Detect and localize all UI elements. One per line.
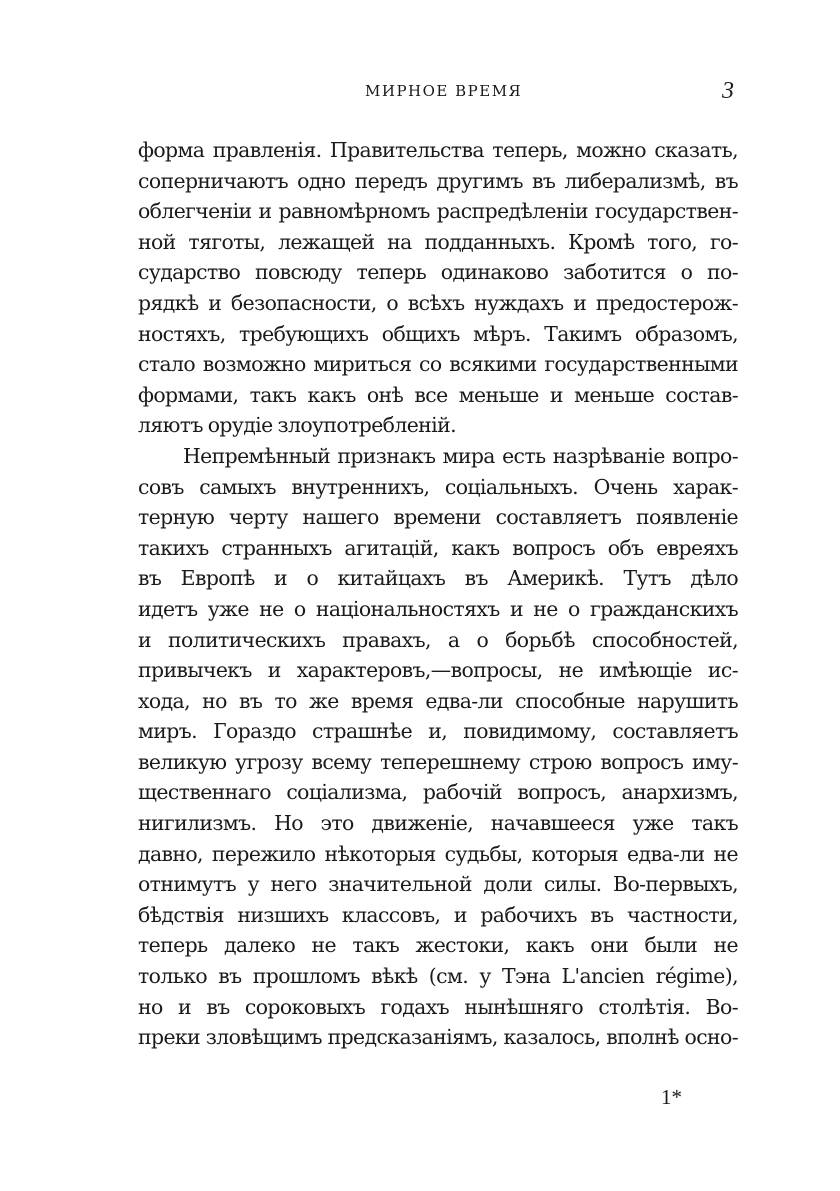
text-line: соперничаютъ одно передъ другимъ въ либерализмѣ, въ (138, 168, 738, 193)
text-line: привычекъ и характеровъ,—вопросы, не имѣющіе ис- (138, 658, 738, 683)
text-line: облегченіи и равномѣрномъ распредѣленіи государствен- (138, 199, 738, 224)
text-line: ностяхъ, требующихъ общихъ мѣръ. Такимъ образомъ, (138, 321, 738, 346)
text-line: сударство повсюду теперь одинаково заботится о по- (138, 260, 738, 285)
running-head (0, 78, 840, 108)
text-line: формами, такъ какъ онѣ все меньше и меньше состав- (138, 382, 738, 407)
text-line: терную черту нашего времени составляетъ появленіе (138, 505, 738, 530)
text-line: хода, но въ то же время едва-ли способные нарушить (138, 688, 738, 713)
signature-mark: 1* (661, 1085, 682, 1109)
text-line: совъ самыхъ внутреннихъ, соціальныхъ. Очень харак- (138, 474, 738, 499)
text-line: нигилизмъ. Но это движеніе, начавшееся уже такъ (138, 811, 738, 836)
text-line: отнимутъ у него значительной доли силы. Во-первыхъ, (138, 872, 738, 897)
text-line: миръ. Гораздо страшнѣе и, повидимому, составляетъ (138, 719, 738, 744)
text-line: великую угрозу всему теперешнему строю вопросъ иму- (138, 749, 738, 774)
text-line: идетъ уже не о національностяхъ и не о гражданскихъ (138, 596, 738, 621)
text-line: только въ прошломъ вѣкѣ (см. у Тэна L'ancien régime), (138, 964, 738, 989)
page-number: 3 (722, 78, 734, 104)
text-line: ной тяготы, лежащей на подданныхъ. Кромѣ того, го- (138, 229, 738, 254)
text-line: давно, пережило нѣкоторыя судьбы, которыя едва-ли не (138, 841, 738, 866)
running-title: МИРНОЕ ВРЕМЯ (365, 82, 523, 100)
text-line: въ Европѣ и о китайцахъ въ Америкѣ. Тутъ дѣло (138, 566, 738, 591)
text-line: но и въ сороковыхъ годахъ нынѣшняго столѣтія. Во- (138, 994, 738, 1019)
text-line: щественнаго соціализма, рабочій вопросъ, анархизмъ, (138, 780, 738, 805)
text-line: преки зловѣщимъ предсказаніямъ, казалось, вполнѣ осно- (138, 1025, 738, 1050)
text-line: бѣдствія низшихъ классовъ, и рабочихъ въ частности, (138, 902, 738, 927)
body-text (138, 135, 738, 1053)
text-line: теперь далеко не такъ жестоки, какъ они были не (138, 933, 738, 958)
text-line: форма правленія. Правительства теперь, можно сказать, (138, 138, 738, 162)
text-line: рядкѣ и безопасности, о всѣхъ нуждахъ и предостерож- (138, 290, 738, 315)
text-line: такихъ странныхъ агитацій, какъ вопросъ объ евреяхъ (138, 535, 738, 560)
paragraph-first-line: Непремѣнный признакъ мира есть назрѣваніе вопро- (183, 443, 738, 468)
text-line: стало возможно мириться со всякими государственными (138, 352, 738, 377)
paragraph-end-line: ляютъ орудіе злоупотребленій. (138, 413, 456, 438)
text-line: и политическихъ правахъ, а о борьбѣ способностей, (138, 627, 738, 652)
